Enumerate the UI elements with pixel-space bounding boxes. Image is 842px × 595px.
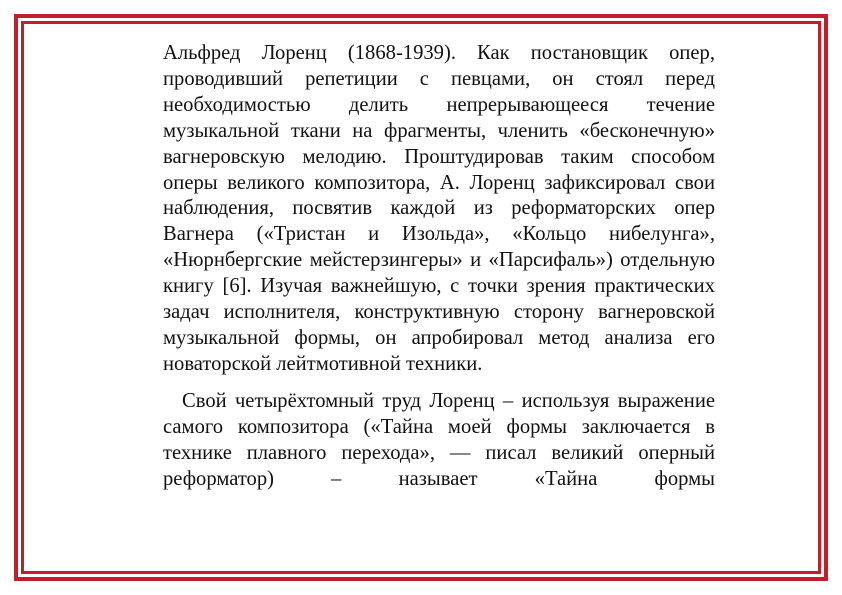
- document-text: [163, 41, 715, 492]
- paragraph-four-volume-work: Свой четырёхтомный труд Лоренц – используя выражение самого композитора («Тайна моей формы заключается в технике плавного перехода», — писал великий оперный реформатор) – называет «Тайна формы: [163, 389, 715, 490]
- paragraph-lorenz-biography: Альфред Лоренц (1868-1939). Как постановщик опер, проводивший репетиции с певцами, он стоял перед необходимостью делить непрерывающееся течение музыкальной ткани на фрагменты, членить «бесконечную» вагнеровскую мелодию. Проштудировав таким способом оперы великого композитора, А. Лоренц зафиксировал свои наблюдения, посвятив каждой из реформаторских опер Вагнера («Тристан и Изольда», «Кольцо нибелунга», «Нюрнбергские мейстерзингеры» и «Парсифаль») отдельную книгу [6]. Изучая важнейшую, с точки зрения практических задач исполнителя, конструктивную сторону вагнеровской музыкальной формы, он апробировал метод анализа его новаторской лейтмотивной техники.: [163, 42, 715, 375]
